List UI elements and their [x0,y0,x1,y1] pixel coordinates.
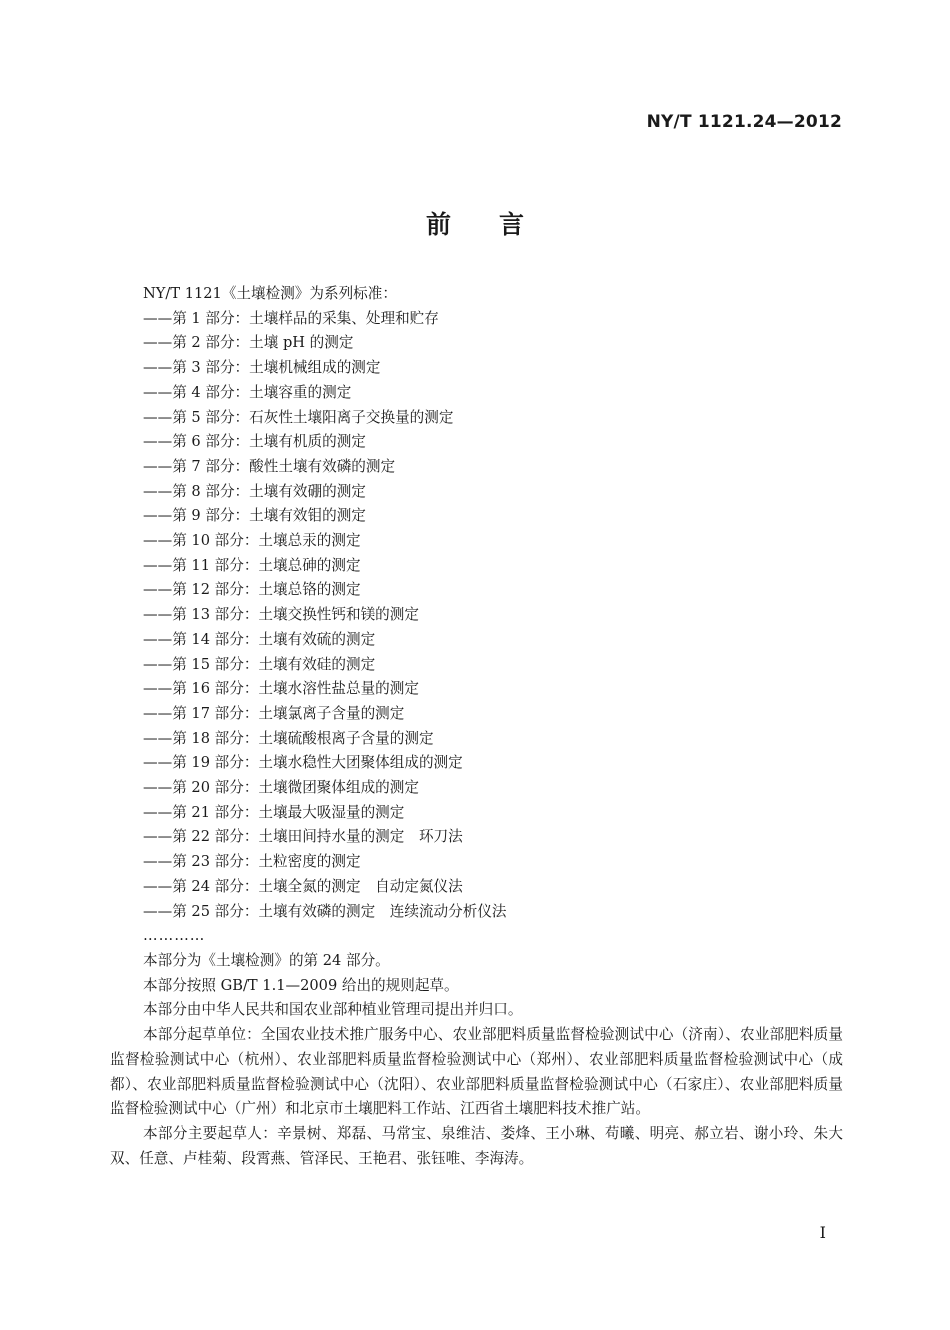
ellipsis: ………… [143,927,206,945]
document-body [110,282,843,1171]
part-item-6: ——第 6 部分：土壤有机质的测定 [143,433,366,451]
paragraph-part-statement: 本部分为《土壤检测》的第 24 部分。 [143,951,390,969]
part-item-9: ——第 9 部分：土壤有效钼的测定 [143,507,366,525]
part-item-15: ——第 15 部分：土壤有效硅的测定 [143,655,376,673]
part-item-1: ——第 1 部分：土壤样品的采集、处理和贮存 [143,309,439,327]
part-item-16: ——第 16 部分：土壤水溶性盐总量的测定 [143,680,419,698]
part-item-10: ——第 10 部分：土壤总汞的测定 [143,532,361,550]
standard-code: NY/T 1121.24—2012 [646,112,842,132]
part-item-17: ——第 17 部分：土壤氯离子含量的测定 [143,704,405,722]
part-item-3: ——第 3 部分：土壤机械组成的测定 [143,359,381,377]
page-number: I [819,1223,826,1242]
part-item-2: ——第 2 部分：土壤 pH 的测定 [143,334,354,352]
part-item-20: ——第 20 部分：土壤微团聚体组成的测定 [143,779,419,797]
part-item-25: ——第 25 部分：土壤有效磷的测定 连续流动分析仪法 [143,902,507,920]
series-intro: NY/T 1121《土壤检测》为系列标准： [143,285,397,302]
part-item-7: ——第 7 部分：酸性土壤有效磷的测定 [143,457,396,475]
part-item-24: ——第 24 部分：土壤全氮的测定 自动定氮仪法 [143,877,463,895]
paragraph-drafting-units: 本部分起草单位：全国农业技术推广服务中心、农业部肥料质量监督检验测试中心（济南）、农业部肥料质量监督检验测试中心（杭州）、农业部肥料质量监督检验测试中心（郑州）、农业部肥料质量监督检验测试中心（成都）、农业部肥料质量监督检验测试中心（沈阳）、农业部肥料质量监督检验测试中心（石家庄）、农业部肥料质量监督检验测试中心（广州）和北京市土壤肥料工作站、江西省土壤肥料技术推广站。 [110,1026,843,1118]
part-item-11: ——第 11 部分：土壤总砷的测定 [143,556,361,574]
part-item-21: ——第 21 部分：土壤最大吸湿量的测定 [143,803,405,821]
part-item-23: ——第 23 部分：土粒密度的测定 [143,853,361,871]
paragraph-drafters: 本部分主要起草人：辛景树、郑磊、马常宝、泉维洁、娄烽、王小琳、苟曦、明亮、郝立岩、谢小玲、朱大双、任意、卢桂菊、段霄燕、管泽民、王艳君、张钰唯、李海涛。 [110,1124,843,1167]
paragraph-proposer: 本部分由中华人民共和国农业部种植业管理司提出并归口。 [143,1001,523,1019]
part-item-18: ——第 18 部分：土壤硫酸根离子含量的测定 [143,729,434,747]
part-item-8: ——第 8 部分：土壤有效硼的测定 [143,482,366,500]
part-item-22: ——第 22 部分：土壤田间持水量的测定 环刀法 [143,828,463,846]
part-item-14: ——第 14 部分：土壤有效硫的测定 [143,630,376,648]
part-item-13: ——第 13 部分：土壤交换性钙和镁的测定 [143,606,419,624]
page-title: 前言 [425,210,572,239]
part-item-19: ——第 19 部分：土壤水稳性大团聚体组成的测定 [143,754,463,772]
parts-list [110,307,843,925]
paragraph-drafting-rules: 本部分按照 GB/T 1.1—2009 给出的规则起草。 [143,976,459,994]
part-item-4: ——第 4 部分：土壤容重的测定 [143,383,352,401]
part-item-5: ——第 5 部分：石灰性土壤阳离子交换量的测定 [143,408,454,426]
part-item-12: ——第 12 部分：土壤总铬的测定 [143,581,361,599]
